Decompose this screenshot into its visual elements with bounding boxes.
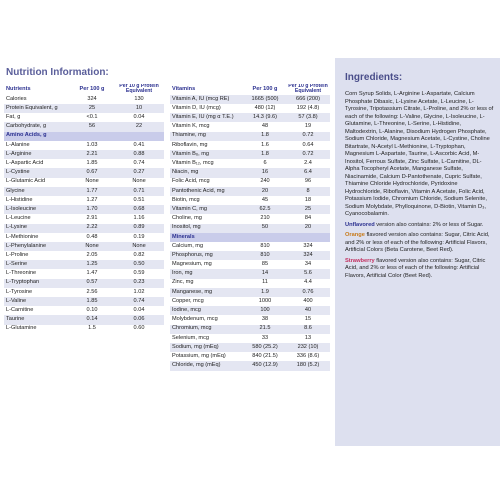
table-row <box>170 178 330 187</box>
value-per-10g-pe: 0.89 <box>114 224 164 233</box>
value-per-10g-pe: 34 <box>304 261 312 268</box>
row-label: Vitamin B₆, mg <box>170 150 244 159</box>
value-per-100g: 810 <box>244 251 286 260</box>
table-row <box>170 168 330 177</box>
value-per-10g-pe: 96 <box>304 178 312 185</box>
row-label: L-Alanine <box>6 141 30 148</box>
row-label: L-Phenylalanine <box>4 242 70 251</box>
row-label: Potassium, mg (mEq) <box>172 352 226 359</box>
table-row <box>4 205 164 214</box>
value-per-10g-pe: 84 <box>304 215 312 222</box>
value-per-100g: 1.27 <box>86 196 98 203</box>
value-per-10g-pe: 0.68 <box>114 205 164 214</box>
value-per-10g-pe: 0.51 <box>133 196 145 203</box>
value-per-100g: 14.3 (9.6) <box>244 113 286 122</box>
value-per-100g: 62.5 <box>244 205 286 214</box>
table-row <box>170 279 330 288</box>
table-row <box>170 297 330 306</box>
table-row <box>4 260 164 269</box>
unflavored-note <box>345 222 495 230</box>
row-label: L-Valine <box>4 297 70 306</box>
row-label: L-Carnitine <box>6 307 34 314</box>
vitamins-table <box>170 84 330 371</box>
row-label: L-Tyrosine <box>6 288 33 295</box>
table-row <box>170 334 330 343</box>
table-row <box>4 242 164 251</box>
row-label: Vitamin B₁₂, mcg <box>172 160 214 167</box>
row-label: L-Serine <box>4 260 70 269</box>
value-per-100g: 38 <box>261 316 269 323</box>
value-per-100g: 1.47 <box>86 270 98 277</box>
row-label: Molybdenum, mcg <box>172 316 218 323</box>
value-per-10g-pe: 0.71 <box>114 187 164 196</box>
table-row <box>170 122 330 131</box>
value-per-10g-pe: 336 (8.6) <box>296 352 320 359</box>
value-per-10g-pe: 0.72 <box>286 132 330 141</box>
table-row <box>170 95 330 104</box>
table-row <box>4 279 164 288</box>
row-label: Zinc, mg <box>172 279 194 286</box>
row-label: Vitamin D, IU (mcg) <box>172 104 221 111</box>
value-per-100g: 25 <box>70 104 114 113</box>
row-label: L-Isoleucine <box>4 205 70 214</box>
value-per-100g: 0.10 <box>86 307 98 314</box>
value-per-100g: None <box>70 242 114 251</box>
value-per-100g: 1.8 <box>244 150 286 159</box>
row-label: Pantothenic Acid, mg <box>170 187 244 196</box>
value-per-10g-pe: 0.19 <box>133 233 145 240</box>
row-label: Calories <box>6 95 27 102</box>
row-label: Carbohydrate, g <box>4 122 70 131</box>
table-row <box>170 269 330 278</box>
orange-text: flavored version also contains: Sugar, Citric Acid, and 2% or less of each of the following: Artificial Flavors, Artificial Colors (Beta Carotene, Beet Red). <box>345 232 490 254</box>
value-per-100g: 21.5 <box>244 325 286 334</box>
row-label: Protein Equivalent, g <box>4 104 70 113</box>
value-per-100g: 1665 (500) <box>244 95 286 104</box>
row-label: Inositol, mg <box>170 224 244 233</box>
unflavored-text: version also contains: 2% or less of Sugar. <box>374 221 484 228</box>
value-per-10g-pe: 2.4 <box>304 160 312 167</box>
value-per-100g: 1000 <box>258 297 272 304</box>
row-label: Chromium, mcg <box>170 325 244 334</box>
value-per-100g: 240 <box>260 178 270 185</box>
value-per-100g: 324 <box>87 95 97 102</box>
table-row <box>170 260 330 269</box>
row-label: L-Leucine <box>6 215 31 222</box>
table-row <box>4 95 164 104</box>
table-row <box>4 168 164 177</box>
value-per-100g: 85 <box>261 261 269 268</box>
table-row <box>170 214 330 223</box>
table-row <box>4 159 164 168</box>
table-row <box>170 325 330 334</box>
value-per-100g: 840 (21.5) <box>252 352 278 359</box>
value-per-100g: 810 <box>260 242 270 249</box>
row-label: Selenium, mcg <box>172 334 209 341</box>
row-label: Iron, mg <box>170 269 244 278</box>
value-per-100g: 450 (12.9) <box>244 361 286 370</box>
section-header: Amino Acids, g <box>4 132 164 141</box>
value-per-100g: 50 <box>244 224 286 233</box>
value-per-10g-pe: 0.41 <box>133 141 145 148</box>
ingredients-main: Corn Syrup Solids, L-Arginine L-Aspartate, Calcium Phosphate Dibasic, L-Lysine Acetate, L-Leucine, L-Tyrosine, Tripotassium Citrate, L-Proline, and 2% or less of each of the following: L-Valine, Glycine, L-Isoleucine, L-Glutamine, L-Threonine, L-Serine, L-Histidine, Maltodextrin, L-Alanine, Disodium Hydrogen Phosphate, Sodium Chloride, Magnesium Acetate, L-Cystine, Choline Bitartrate, N-Acetyl L-Methionine, L-Tryptophan, Magnesium L-Aspartate, Taurine, L-Ascorbic Acid, M-Inositol, Ferrous Sulfate, Zinc Sulfate, L-Carnitine, DL-Alpha Tocopheryl Acetate, Manganese Sulfate, Niacinamide, Calcium D-Pantothenate, Cupric Sulfate, Thiamine Chloride Hydrochloride, Pyridoxine Hydrochloride, Riboflavin, Vitamin A Acetate, Folic Acid, Potassium Iodide, Chromium Chloride, Sodium Selenite, Sodium Molybdate, Phylloquinone, D-Biotin, Vitamin D₃, Cyanocobalamin. <box>345 91 494 218</box>
nutrients-header-row <box>4 84 164 95</box>
row-label: Fat, g <box>6 114 21 121</box>
table-row <box>4 251 164 260</box>
value-per-10g-pe: 18 <box>304 196 312 203</box>
table-row <box>4 306 164 315</box>
row-label: L-Threonine <box>6 270 37 277</box>
value-per-10g-pe: 13 <box>304 334 312 341</box>
unflavored-label: Unflavored <box>345 221 375 228</box>
row-label: L-Proline <box>6 251 29 258</box>
table-row <box>170 187 330 196</box>
value-per-100g: 2.05 <box>86 251 98 258</box>
value-per-10g-pe: 324 <box>286 251 330 260</box>
value-per-100g: 210 <box>260 215 270 222</box>
row-label: L-Aspartic Acid <box>6 160 44 167</box>
ingredients-text <box>345 91 495 283</box>
row-label: Niacin, mg <box>170 168 244 177</box>
value-per-10g-pe: 57 (3.8) <box>286 113 330 122</box>
table-row <box>4 122 164 131</box>
row-label: L-Glutamine <box>6 325 37 332</box>
value-per-100g: 0.67 <box>70 168 114 177</box>
value-per-10g-pe: None <box>114 242 164 251</box>
table-row <box>170 132 330 141</box>
value-per-10g-pe: 0.82 <box>133 251 145 258</box>
table-row <box>4 315 164 324</box>
value-per-10g-pe: 10 <box>114 104 164 113</box>
value-per-100g: 2.21 <box>70 150 114 159</box>
table-row <box>170 306 330 315</box>
value-per-10g-pe: 0.59 <box>133 270 145 277</box>
value-per-10g-pe: 22 <box>114 122 164 131</box>
row-label: Glycine <box>4 187 70 196</box>
table-row <box>4 113 164 122</box>
value-per-10g-pe: 0.04 <box>133 114 145 121</box>
value-per-100g: 56 <box>70 122 114 131</box>
value-per-100g: 11 <box>262 279 268 286</box>
column-header: Nutrients <box>4 84 70 95</box>
row-label: L-Glutamic Acid <box>6 178 46 185</box>
value-per-10g-pe: 0.74 <box>133 160 145 167</box>
value-per-10g-pe: 0.04 <box>133 307 145 314</box>
value-per-10g-pe: 0.76 <box>286 288 330 297</box>
table-row <box>4 214 164 223</box>
table-row <box>170 113 330 122</box>
value-per-10g-pe: 0.72 <box>286 150 330 159</box>
value-per-100g: 480 (12) <box>254 104 276 111</box>
table-row <box>4 325 164 334</box>
nutrition-title: Nutrition Information: <box>6 67 109 78</box>
table-row <box>170 343 330 352</box>
value-per-10g-pe: 0.74 <box>114 297 164 306</box>
value-per-100g: 0.48 <box>86 233 98 240</box>
value-per-10g-pe: 0.88 <box>114 150 164 159</box>
table-row <box>4 104 164 113</box>
value-per-100g: 20 <box>244 187 286 196</box>
minerals-header <box>170 233 330 242</box>
table-row <box>4 178 164 187</box>
table-row <box>170 159 330 168</box>
row-label: L-Cystine <box>4 168 70 177</box>
value-per-100g: None <box>85 178 99 185</box>
value-per-100g: 1.85 <box>70 297 114 306</box>
value-per-100g: 1.70 <box>70 205 114 214</box>
row-label: Manganese, mg <box>170 288 244 297</box>
value-per-10g-pe: 1.16 <box>133 215 145 222</box>
strawberry-label: Strawberry <box>345 257 375 264</box>
section-header: Minerals <box>170 233 330 242</box>
table-row <box>4 224 164 233</box>
value-per-100g: 45 <box>261 196 269 203</box>
row-label: L-Lysine <box>4 224 70 233</box>
value-per-10g-pe: 0.27 <box>114 168 164 177</box>
table-row <box>170 150 330 159</box>
value-per-100g: 2.91 <box>86 215 98 222</box>
row-label: Taurine <box>4 315 70 324</box>
value-per-100g: 6 <box>263 160 267 167</box>
value-per-10g-pe: 8.6 <box>286 325 330 334</box>
row-label: Riboflavin, mg <box>172 141 208 148</box>
value-per-100g: 1.25 <box>70 260 114 269</box>
value-per-10g-pe: 180 (5.2) <box>286 361 330 370</box>
column-header: Per 10 g Protein Equivalent <box>114 84 164 95</box>
value-per-100g: 16 <box>244 168 286 177</box>
value-per-100g: 2.22 <box>70 224 114 233</box>
table-row <box>4 196 164 205</box>
orange-note <box>345 232 495 255</box>
value-per-100g: 0.57 <box>70 279 114 288</box>
table-row <box>4 269 164 278</box>
strawberry-note <box>345 258 495 281</box>
value-per-100g: 1.5 <box>88 325 96 332</box>
value-per-10g-pe: 19 <box>304 123 312 130</box>
row-label: Chloride, mg (mEq) <box>170 361 244 370</box>
value-per-100g: 1.6 <box>261 141 269 148</box>
value-per-10g-pe: 400 <box>303 297 313 304</box>
row-label: Choline, mg <box>172 215 202 222</box>
row-label: Folic Acid, mcg <box>172 178 210 185</box>
value-per-10g-pe: 192 (4.8) <box>296 104 320 111</box>
value-per-10g-pe: 15 <box>304 316 312 323</box>
value-per-100g: 1.85 <box>86 160 98 167</box>
value-per-10g-pe: None <box>132 178 146 185</box>
vitamins-header-row <box>170 84 330 95</box>
row-label: Vitamin C, mg <box>170 205 244 214</box>
value-per-10g-pe: 25 <box>286 205 330 214</box>
row-label: Vitamin A, IU (mcg RE) <box>170 95 244 104</box>
row-label: Thiamine, mg <box>170 132 244 141</box>
value-per-100g: 2.56 <box>86 288 98 295</box>
value-per-10g-pe: 0.60 <box>133 325 145 332</box>
table-row <box>170 205 330 214</box>
row-label: Phosphorus, mg <box>170 251 244 260</box>
table-row <box>170 242 330 251</box>
row-label: L-Arginine <box>4 150 70 159</box>
table-row <box>4 141 164 150</box>
table-row <box>170 288 330 297</box>
strawberry-text: flavored version also contains: Sugar, Citric Acid, and 2% or less of each of the following: Artificial Flavors, Artificial Color (Beet Red). <box>345 257 486 279</box>
value-per-10g-pe: 8 <box>286 187 330 196</box>
value-per-10g-pe: 1.02 <box>133 288 145 295</box>
value-per-10g-pe: 0.06 <box>114 315 164 324</box>
table-row <box>4 288 164 297</box>
table-row <box>4 187 164 196</box>
value-per-10g-pe: 0.50 <box>114 260 164 269</box>
value-per-100g: 1.77 <box>70 187 114 196</box>
nutrients-table <box>4 84 164 334</box>
row-label: L-Methionine <box>6 233 39 240</box>
value-per-100g: 100 <box>244 306 286 315</box>
value-per-10g-pe: 5.6 <box>286 269 330 278</box>
row-label: L-Tryptophan <box>4 279 70 288</box>
value-per-10g-pe: 40 <box>286 306 330 315</box>
value-per-100g: <0.1 <box>86 114 98 121</box>
value-per-10g-pe: 6.4 <box>286 168 330 177</box>
value-per-100g: 14 <box>244 269 286 278</box>
table-row <box>4 297 164 306</box>
value-per-10g-pe: 324 <box>303 242 313 249</box>
column-header: Per 100 g <box>70 84 114 95</box>
table-row <box>170 251 330 260</box>
column-header: Per 100 g <box>244 84 286 95</box>
value-per-100g: 1.8 <box>244 132 286 141</box>
table-row <box>170 104 330 113</box>
value-per-100g: 48 <box>261 123 269 130</box>
table-row <box>4 233 164 242</box>
value-per-10g-pe: 20 <box>286 224 330 233</box>
row-label: Biotin, mcg <box>172 196 200 203</box>
value-per-10g-pe: 0.23 <box>114 279 164 288</box>
row-label: Iodine, mcg <box>170 306 244 315</box>
table-row <box>170 315 330 324</box>
value-per-100g: 1.03 <box>86 141 98 148</box>
table-row <box>170 352 330 361</box>
column-header: Per 10 g Protein Equivalent <box>286 84 330 95</box>
value-per-100g: 580 (25.2) <box>244 343 286 352</box>
value-per-10g-pe: 0.64 <box>302 141 314 148</box>
value-per-100g: 1.9 <box>244 288 286 297</box>
row-label: L-Histidine <box>6 196 33 203</box>
row-label: Magnesium, mg <box>172 261 212 268</box>
value-per-10g-pe: 130 <box>134 95 144 102</box>
table-row <box>170 361 330 370</box>
table-row <box>4 150 164 159</box>
row-label: Copper, mcg <box>172 297 204 304</box>
value-per-10g-pe: 232 (10) <box>286 343 330 352</box>
row-label: Calcium, mg <box>172 242 204 249</box>
row-label: Sodium, mg (mEq) <box>170 343 244 352</box>
column-header: Vitamins <box>170 84 244 95</box>
table-row <box>170 224 330 233</box>
ingredients-title: Ingredients: <box>345 72 403 83</box>
value-per-10g-pe: 4.4 <box>304 279 312 286</box>
row-label: Vitamin K, mcg <box>172 123 210 130</box>
value-per-10g-pe: 666 (200) <box>286 95 330 104</box>
value-per-100g: 33 <box>261 334 269 341</box>
amino-acids-header <box>4 132 164 141</box>
value-per-100g: 0.14 <box>70 315 114 324</box>
table-row <box>170 141 330 150</box>
orange-label: Orange <box>345 232 365 239</box>
table-row <box>170 196 330 205</box>
row-label: Vitamin E, IU (mg α T.E.) <box>170 113 244 122</box>
